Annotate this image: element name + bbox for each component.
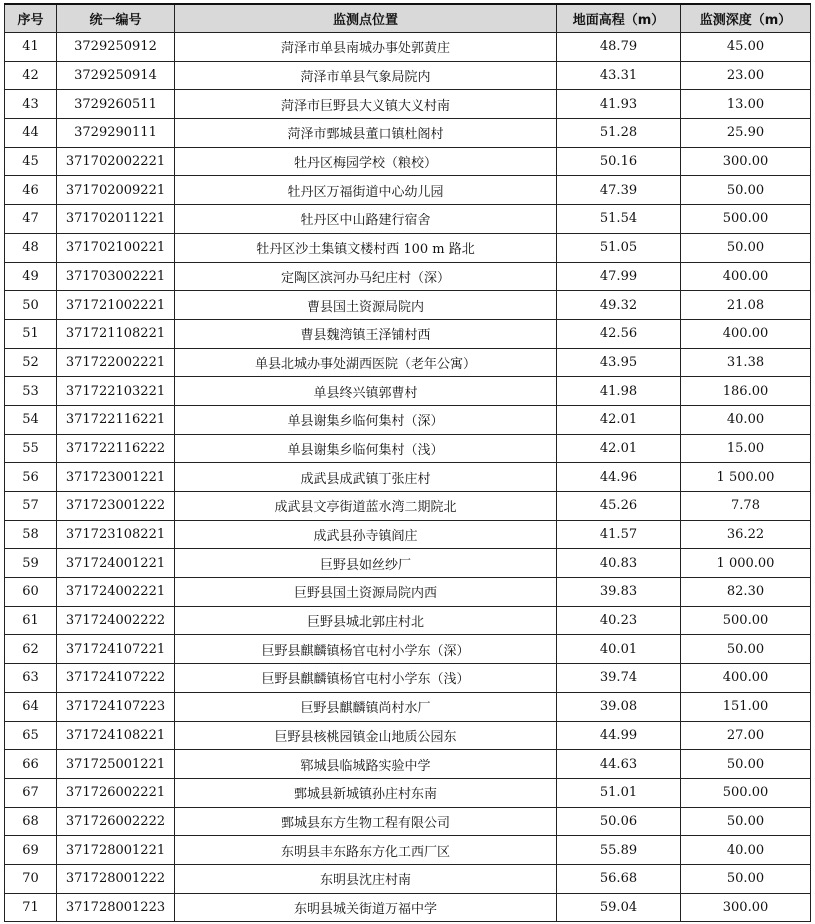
cell-index: 69 xyxy=(5,836,57,865)
cell-monitoring-depth: 27.00 xyxy=(681,721,811,750)
cell-ground-elevation: 51.05 xyxy=(557,233,681,262)
cell-location: 单县谢集乡临何集村（浅） xyxy=(175,434,557,463)
table-row xyxy=(5,377,811,406)
cell-location: 鄄城县东方生物工程有限公司 xyxy=(175,807,557,836)
cell-unified-code: 3729290111 xyxy=(57,119,175,148)
cell-index: 46 xyxy=(5,176,57,205)
cell-index: 61 xyxy=(5,606,57,635)
table-row xyxy=(5,492,811,521)
cell-monitoring-depth: 500.00 xyxy=(681,205,811,234)
cell-ground-elevation: 51.28 xyxy=(557,119,681,148)
cell-monitoring-depth: 13.00 xyxy=(681,90,811,119)
header-monitoring-depth: 监测深度（m） xyxy=(681,4,811,33)
cell-ground-elevation: 39.83 xyxy=(557,578,681,607)
cell-ground-elevation: 45.26 xyxy=(557,492,681,521)
cell-ground-elevation: 51.01 xyxy=(557,778,681,807)
cell-unified-code: 371702100221 xyxy=(57,233,175,262)
cell-monitoring-depth: 40.00 xyxy=(681,405,811,434)
cell-ground-elevation: 41.98 xyxy=(557,377,681,406)
header-location: 监测点位置 xyxy=(175,4,557,33)
cell-index: 43 xyxy=(5,90,57,119)
cell-ground-elevation: 41.57 xyxy=(557,520,681,549)
cell-monitoring-depth: 300.00 xyxy=(681,147,811,176)
cell-index: 48 xyxy=(5,233,57,262)
cell-monitoring-depth: 500.00 xyxy=(681,778,811,807)
cell-monitoring-depth: 50.00 xyxy=(681,635,811,664)
cell-monitoring-depth: 50.00 xyxy=(681,750,811,779)
cell-location: 牡丹区梅园学校（粮校） xyxy=(175,147,557,176)
cell-unified-code: 371722116222 xyxy=(57,434,175,463)
cell-monitoring-depth: 1 500.00 xyxy=(681,463,811,492)
table-row xyxy=(5,692,811,721)
cell-monitoring-depth: 400.00 xyxy=(681,319,811,348)
cell-index: 58 xyxy=(5,520,57,549)
cell-index: 68 xyxy=(5,807,57,836)
monitoring-points-table xyxy=(4,3,811,922)
cell-unified-code: 371725001221 xyxy=(57,750,175,779)
cell-unified-code: 371724107221 xyxy=(57,635,175,664)
table-row xyxy=(5,147,811,176)
cell-ground-elevation: 49.32 xyxy=(557,291,681,320)
cell-monitoring-depth: 50.00 xyxy=(681,864,811,893)
table-row xyxy=(5,176,811,205)
cell-location: 东明县城关街道万福中学 xyxy=(175,893,557,922)
cell-index: 52 xyxy=(5,348,57,377)
cell-location: 牡丹区沙土集镇文楼村西 100 m 路北 xyxy=(175,233,557,262)
cell-location: 巨野县麒麟镇杨官屯村小学东（深） xyxy=(175,635,557,664)
table-row xyxy=(5,836,811,865)
cell-location: 牡丹区中山路建行宿舍 xyxy=(175,205,557,234)
cell-location: 巨野县如丝纱厂 xyxy=(175,549,557,578)
cell-monitoring-depth: 7.78 xyxy=(681,492,811,521)
cell-index: 62 xyxy=(5,635,57,664)
cell-ground-elevation: 42.01 xyxy=(557,434,681,463)
cell-unified-code: 371702002221 xyxy=(57,147,175,176)
cell-monitoring-depth: 21.08 xyxy=(681,291,811,320)
cell-ground-elevation: 48.79 xyxy=(557,33,681,62)
cell-location: 定陶区滨河办马纪庄村（深） xyxy=(175,262,557,291)
cell-location: 牡丹区万福街道中心幼儿园 xyxy=(175,176,557,205)
cell-location: 单县谢集乡临何集村（深） xyxy=(175,405,557,434)
table-row xyxy=(5,578,811,607)
cell-monitoring-depth: 36.22 xyxy=(681,520,811,549)
table-row xyxy=(5,750,811,779)
cell-index: 50 xyxy=(5,291,57,320)
cell-location: 菏泽市单县气象局院内 xyxy=(175,61,557,90)
cell-ground-elevation: 47.99 xyxy=(557,262,681,291)
cell-index: 57 xyxy=(5,492,57,521)
cell-unified-code: 371702009221 xyxy=(57,176,175,205)
cell-monitoring-depth: 23.00 xyxy=(681,61,811,90)
cell-unified-code: 371722103221 xyxy=(57,377,175,406)
table-row xyxy=(5,520,811,549)
cell-index: 70 xyxy=(5,864,57,893)
cell-location: 单县终兴镇郭曹村 xyxy=(175,377,557,406)
cell-ground-elevation: 42.01 xyxy=(557,405,681,434)
cell-unified-code: 371724001221 xyxy=(57,549,175,578)
cell-unified-code: 371726002221 xyxy=(57,778,175,807)
cell-unified-code: 371703002221 xyxy=(57,262,175,291)
cell-ground-elevation: 40.01 xyxy=(557,635,681,664)
cell-unified-code: 371722116221 xyxy=(57,405,175,434)
header-unified-code: 统一编号 xyxy=(57,4,175,33)
cell-ground-elevation: 44.99 xyxy=(557,721,681,750)
cell-index: 71 xyxy=(5,893,57,922)
cell-monitoring-depth: 40.00 xyxy=(681,836,811,865)
cell-unified-code: 3729260511 xyxy=(57,90,175,119)
cell-ground-elevation: 42.56 xyxy=(557,319,681,348)
cell-unified-code: 371722002221 xyxy=(57,348,175,377)
cell-monitoring-depth: 500.00 xyxy=(681,606,811,635)
cell-unified-code: 371724108221 xyxy=(57,721,175,750)
cell-monitoring-depth: 50.00 xyxy=(681,176,811,205)
cell-index: 64 xyxy=(5,692,57,721)
table-row xyxy=(5,664,811,693)
table-row xyxy=(5,61,811,90)
header-index: 序号 xyxy=(5,4,57,33)
table-row xyxy=(5,864,811,893)
table-row xyxy=(5,119,811,148)
cell-index: 45 xyxy=(5,147,57,176)
cell-ground-elevation: 50.16 xyxy=(557,147,681,176)
table-row xyxy=(5,348,811,377)
cell-monitoring-depth: 50.00 xyxy=(681,233,811,262)
cell-index: 67 xyxy=(5,778,57,807)
cell-index: 47 xyxy=(5,205,57,234)
cell-monitoring-depth: 151.00 xyxy=(681,692,811,721)
table-body xyxy=(5,33,811,922)
table-row xyxy=(5,205,811,234)
cell-index: 65 xyxy=(5,721,57,750)
cell-monitoring-depth: 45.00 xyxy=(681,33,811,62)
cell-ground-elevation: 43.31 xyxy=(557,61,681,90)
cell-index: 63 xyxy=(5,664,57,693)
cell-ground-elevation: 39.08 xyxy=(557,692,681,721)
cell-index: 51 xyxy=(5,319,57,348)
cell-location: 巨野县麒麟镇尚村水厂 xyxy=(175,692,557,721)
table-row xyxy=(5,635,811,664)
cell-unified-code: 3729250912 xyxy=(57,33,175,62)
cell-monitoring-depth: 82.30 xyxy=(681,578,811,607)
table-row xyxy=(5,33,811,62)
cell-location: 单县北城办事处湖西医院（老年公寓） xyxy=(175,348,557,377)
cell-index: 56 xyxy=(5,463,57,492)
cell-monitoring-depth: 1 000.00 xyxy=(681,549,811,578)
table-row xyxy=(5,807,811,836)
table-row xyxy=(5,291,811,320)
table-row xyxy=(5,405,811,434)
cell-location: 巨野县城北郭庄村北 xyxy=(175,606,557,635)
cell-unified-code: 371728001223 xyxy=(57,893,175,922)
cell-ground-elevation: 55.89 xyxy=(557,836,681,865)
cell-unified-code: 371702011221 xyxy=(57,205,175,234)
cell-unified-code: 371724002221 xyxy=(57,578,175,607)
cell-index: 49 xyxy=(5,262,57,291)
cell-monitoring-depth: 400.00 xyxy=(681,664,811,693)
cell-ground-elevation: 50.06 xyxy=(557,807,681,836)
table-row xyxy=(5,549,811,578)
cell-location: 成武县孙寺镇阎庄 xyxy=(175,520,557,549)
cell-location: 鄄城县新城镇孙庄村东南 xyxy=(175,778,557,807)
table-header-row xyxy=(5,4,811,33)
cell-unified-code: 371721002221 xyxy=(57,291,175,320)
cell-index: 66 xyxy=(5,750,57,779)
cell-monitoring-depth: 50.00 xyxy=(681,807,811,836)
cell-ground-elevation: 39.74 xyxy=(557,664,681,693)
cell-location: 郓城县临城路实验中学 xyxy=(175,750,557,779)
cell-ground-elevation: 40.23 xyxy=(557,606,681,635)
cell-ground-elevation: 41.93 xyxy=(557,90,681,119)
cell-index: 53 xyxy=(5,377,57,406)
cell-location: 菏泽市单县南城办事处郭黄庄 xyxy=(175,33,557,62)
cell-ground-elevation: 59.04 xyxy=(557,893,681,922)
cell-unified-code: 371726002222 xyxy=(57,807,175,836)
monitoring-points-page xyxy=(4,3,810,922)
cell-index: 59 xyxy=(5,549,57,578)
cell-unified-code: 371723001221 xyxy=(57,463,175,492)
cell-unified-code: 371724107222 xyxy=(57,664,175,693)
cell-unified-code: 371724107223 xyxy=(57,692,175,721)
table-row xyxy=(5,893,811,922)
cell-index: 54 xyxy=(5,405,57,434)
cell-unified-code: 371721108221 xyxy=(57,319,175,348)
cell-ground-elevation: 43.95 xyxy=(557,348,681,377)
cell-ground-elevation: 56.68 xyxy=(557,864,681,893)
table-row xyxy=(5,233,811,262)
cell-ground-elevation: 40.83 xyxy=(557,549,681,578)
cell-ground-elevation: 47.39 xyxy=(557,176,681,205)
table-row xyxy=(5,90,811,119)
cell-monitoring-depth: 300.00 xyxy=(681,893,811,922)
table-row xyxy=(5,319,811,348)
cell-location: 菏泽市鄄城县董口镇杜阁村 xyxy=(175,119,557,148)
cell-ground-elevation: 44.63 xyxy=(557,750,681,779)
header-ground-elevation: 地面高程（m） xyxy=(557,4,681,33)
cell-location: 成武县文亭街道蓝水湾二期院北 xyxy=(175,492,557,521)
cell-monitoring-depth: 31.38 xyxy=(681,348,811,377)
cell-unified-code: 371724002222 xyxy=(57,606,175,635)
cell-monitoring-depth: 15.00 xyxy=(681,434,811,463)
cell-location: 巨野县麒麟镇杨官屯村小学东（浅） xyxy=(175,664,557,693)
cell-ground-elevation: 51.54 xyxy=(557,205,681,234)
table-row xyxy=(5,463,811,492)
table-row xyxy=(5,721,811,750)
table-row xyxy=(5,262,811,291)
cell-monitoring-depth: 186.00 xyxy=(681,377,811,406)
table-row xyxy=(5,778,811,807)
cell-location: 巨野县国土资源局院内西 xyxy=(175,578,557,607)
cell-unified-code: 371728001221 xyxy=(57,836,175,865)
cell-location: 东明县丰东路东方化工西厂区 xyxy=(175,836,557,865)
cell-index: 55 xyxy=(5,434,57,463)
table-row xyxy=(5,434,811,463)
cell-location: 曹县国土资源局院内 xyxy=(175,291,557,320)
cell-index: 44 xyxy=(5,119,57,148)
cell-location: 菏泽市巨野县大义镇大义村南 xyxy=(175,90,557,119)
cell-unified-code: 3729250914 xyxy=(57,61,175,90)
cell-monitoring-depth: 400.00 xyxy=(681,262,811,291)
cell-location: 曹县魏湾镇王泽铺村西 xyxy=(175,319,557,348)
cell-index: 42 xyxy=(5,61,57,90)
cell-location: 成武县成武镇丁张庄村 xyxy=(175,463,557,492)
cell-unified-code: 371723001222 xyxy=(57,492,175,521)
cell-index: 41 xyxy=(5,33,57,62)
table-row xyxy=(5,606,811,635)
cell-unified-code: 371728001222 xyxy=(57,864,175,893)
cell-index: 60 xyxy=(5,578,57,607)
cell-location: 东明县沈庄村南 xyxy=(175,864,557,893)
cell-monitoring-depth: 25.90 xyxy=(681,119,811,148)
cell-unified-code: 371723108221 xyxy=(57,520,175,549)
cell-ground-elevation: 44.96 xyxy=(557,463,681,492)
cell-location: 巨野县核桃园镇金山地质公园东 xyxy=(175,721,557,750)
